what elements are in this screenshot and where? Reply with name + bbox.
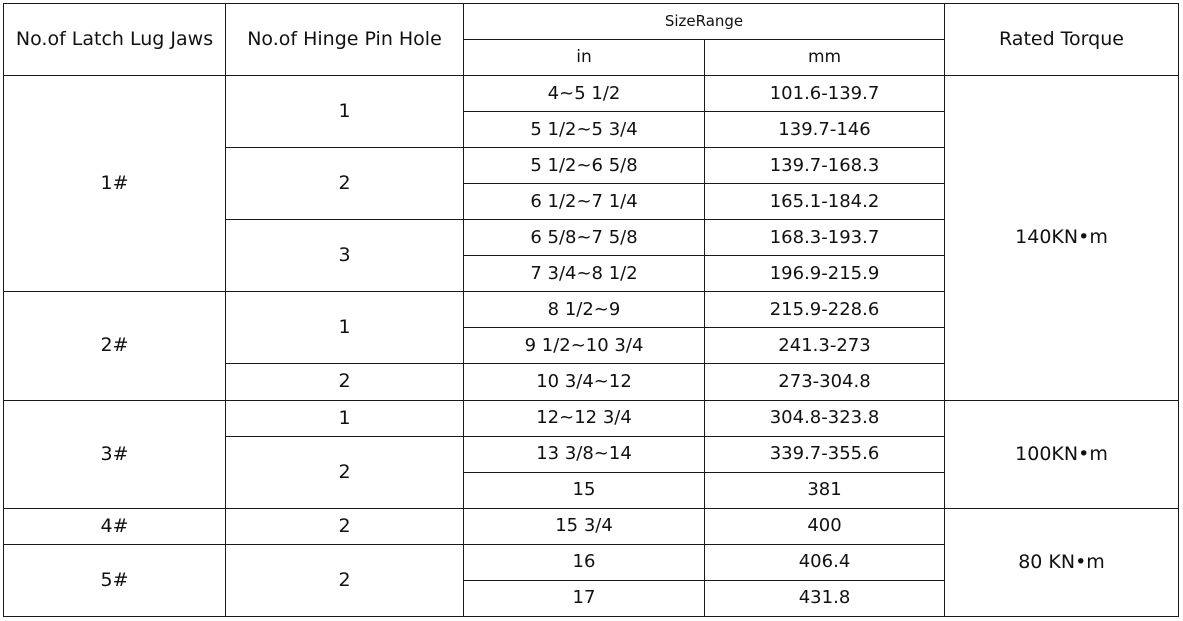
size-mm-cell: 339.7-355.6: [705, 436, 945, 472]
latch-cell: 3#: [4, 400, 226, 508]
size-mm-cell: 101.6-139.7: [705, 76, 945, 112]
size-in-cell: 17: [464, 580, 705, 616]
header-rated-torque: Rated Torque: [945, 4, 1179, 76]
hinge-cell: 1: [226, 292, 464, 364]
header-mm: mm: [705, 40, 945, 76]
hinge-cell: 3: [226, 220, 464, 292]
size-mm-cell: 241.3-273: [705, 328, 945, 364]
hinge-cell: 2: [226, 544, 464, 616]
header-hinge-pin-hole: No.of Hinge Pin Hole: [226, 4, 464, 76]
size-mm-cell: 139.7-146: [705, 112, 945, 148]
size-mm-cell: 215.9-228.6: [705, 292, 945, 328]
table-row: [4, 400, 1179, 436]
size-mm-cell: 139.7-168.3: [705, 148, 945, 184]
hinge-cell: 2: [226, 508, 464, 544]
hinge-cell: 1: [226, 400, 464, 436]
torque-cell: 140KN•m: [945, 76, 1179, 400]
header-latch-lug-jaws: No.of Latch Lug Jaws: [4, 4, 226, 76]
size-mm-cell: 406.4: [705, 544, 945, 580]
size-range-torque-table: [3, 3, 1179, 617]
table-row: [4, 76, 1179, 112]
latch-cell: 1#: [4, 76, 226, 292]
size-in-cell: 4~5 1/2: [464, 76, 705, 112]
size-in-cell: 8 1/2~9: [464, 292, 705, 328]
size-mm-cell: 400: [705, 508, 945, 544]
hinge-cell: 1: [226, 76, 464, 148]
torque-cell: 80 KN•m: [945, 508, 1179, 616]
hinge-cell: 2: [226, 148, 464, 220]
size-in-cell: 5 1/2~5 3/4: [464, 112, 705, 148]
size-mm-cell: 168.3-193.7: [705, 220, 945, 256]
size-mm-cell: 304.8-323.8: [705, 400, 945, 436]
size-in-cell: 7 3/4~8 1/2: [464, 256, 705, 292]
latch-cell: 5#: [4, 544, 226, 616]
size-mm-cell: 273-304.8: [705, 364, 945, 400]
size-in-cell: 6 1/2~7 1/4: [464, 184, 705, 220]
torque-cell: 100KN•m: [945, 400, 1179, 508]
size-mm-cell: 431.8: [705, 580, 945, 616]
latch-cell: 4#: [4, 508, 226, 544]
size-mm-cell: 381: [705, 472, 945, 508]
size-mm-cell: 196.9-215.9: [705, 256, 945, 292]
size-in-cell: 12~12 3/4: [464, 400, 705, 436]
size-in-cell: 16: [464, 544, 705, 580]
header-in: in: [464, 40, 705, 76]
size-in-cell: 5 1/2~6 5/8: [464, 148, 705, 184]
size-in-cell: 10 3/4~12: [464, 364, 705, 400]
size-in-cell: 15: [464, 472, 705, 508]
table-row: [4, 508, 1179, 544]
hinge-cell: 2: [226, 364, 464, 400]
size-in-cell: 13 3/8~14: [464, 436, 705, 472]
latch-cell: 2#: [4, 292, 226, 400]
hinge-cell: 2: [226, 436, 464, 508]
header-size-range: SizeRange: [464, 4, 945, 40]
size-mm-cell: 165.1-184.2: [705, 184, 945, 220]
size-in-cell: 9 1/2~10 3/4: [464, 328, 705, 364]
size-in-cell: 15 3/4: [464, 508, 705, 544]
size-in-cell: 6 5/8~7 5/8: [464, 220, 705, 256]
